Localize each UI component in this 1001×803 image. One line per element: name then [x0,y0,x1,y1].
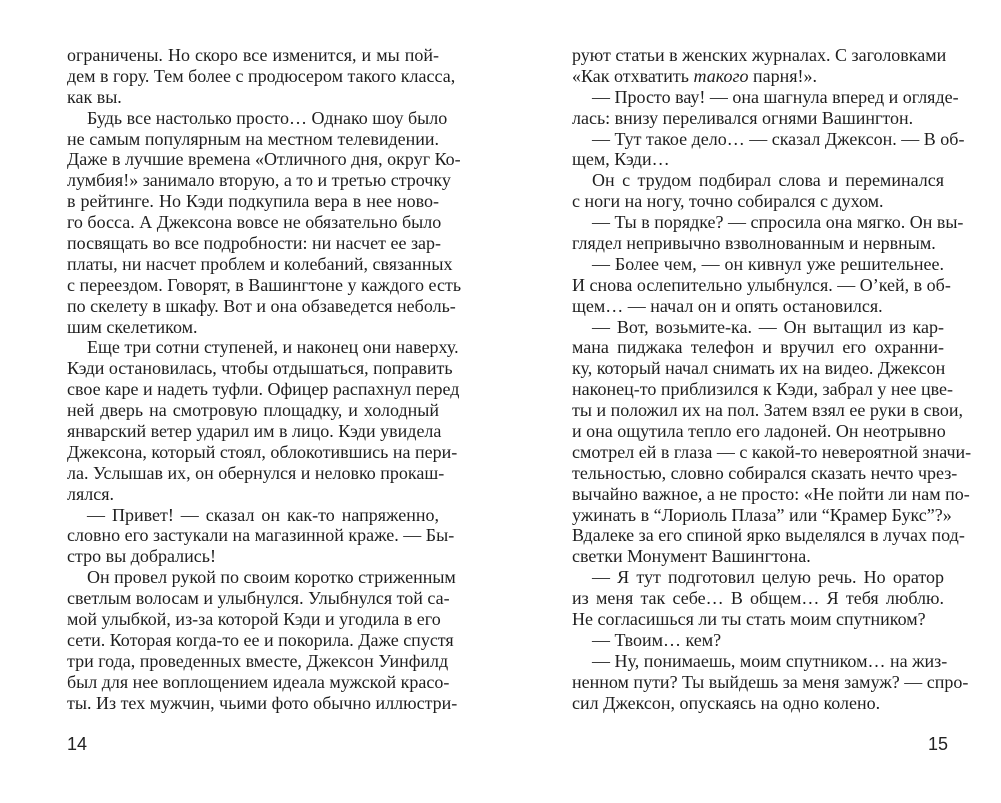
text-line: дем в гору. Тем более с продюсером такого класса, [67,65,456,86]
left-page-text [67,45,462,714]
text-line: го босса. А Джексона вовсе не обязательно было [67,212,442,233]
text-line: руют статьи в женских журналах. С заголовками [572,45,947,65]
page-number-right: 15 [928,734,949,754]
text-line: в рейтинге. Но Кэди подкупила вера в нее ново- [67,191,439,212]
text-line: платы, ни насчет проблем и колебаний, связанных [67,253,453,274]
paragraph [67,45,456,108]
text-line: вычайно важное, а не просто: «Не пойти ли нам по- [572,483,970,504]
text-line: И снова ослепительно улыбнулся. — О’кей, в об- [572,274,951,295]
text-line: смотрел ей в глаза — с какой-то невероятной значи- [572,441,972,462]
paragraph [572,253,951,317]
text-line: как вы. [67,86,122,107]
text-line: ограничены. Но скоро все изменится, и мы пой- [67,45,439,65]
text-line: — Ты в порядке? — спросила она мягко. Он вы- [592,212,964,233]
text-line: с переездом. Говорят, в Вашингтоне у каждого есть [67,274,462,295]
text-line: посвящать во все подробности: ни насчет ее зар- [67,233,442,254]
text-line: щем… — начал он и опять остановился. [572,295,883,316]
text-line: глядел непривычно взволнованным и нервным. [572,233,936,254]
text-line: наконец-то приблизился к Кэди, забрал у нее цве- [572,379,954,400]
text-line: не самым популярным на местном телевидении. [67,128,439,149]
paragraph [572,170,944,212]
text-line: — Ну, понимаешь, моим спутником… на жиз- [592,650,948,671]
text-line: лумбия!» занимало вторую, а то и третью строчку [67,170,451,191]
text-line: с ноги на ногу, точно собирался с духом. [572,191,884,212]
text-line: Он с трудом подбирал слова и переминался [592,170,944,191]
paragraph [572,128,965,171]
text-line: три года, проведенных вместе, Джексон Уинфилд [67,650,449,671]
text-line: словно его застукали на магазинной краже. — Бы- [67,525,455,546]
text-line: лась: внизу переливался огнями Вашингтон. [572,107,914,128]
text-line: шим скелетиком. [67,316,198,337]
right-page-text [572,45,972,714]
paragraph [572,86,959,129]
text-line: — Я тут подготовил целую речь. Но оратор [592,567,944,588]
text-line: по скелету в шкафу. Вот и она обзаведется неболь- [67,295,456,316]
text-line: из меня так себе… В общем… Я тебя люблю. [572,588,944,609]
paragraph [67,504,455,568]
text-line: Он провел рукой по своим коротко стриженным [87,567,456,588]
text-line: Еще три сотни ступеней, и наконец они наверху. [87,337,459,358]
text-line [572,66,944,87]
paragraph [67,107,462,338]
text-line: январский ветер ударил им в лицо. Кэди увидела [67,421,442,442]
text-line: и она ощутила тепло его ладоней. Он неотрывно [572,421,946,442]
text-line: ты и положил их на пол. Затем взял ее руки в свои, [572,400,963,421]
paragraph [572,316,972,568]
text-line: — Вот, возьмите-ка. — Он вытащил из кар- [592,316,944,337]
text-line: мой улыбкой, из-за которой Кэди и угодила в его [67,609,441,630]
text-line: — Просто вау! — она шагнула вперед и огляде- [592,86,959,107]
text-line: лялся. [67,483,115,504]
text-line: Не согласишься ли ты стать моим спутником? [572,609,926,630]
text-segment: «Как отхватить [572,65,694,86]
paragraph [572,630,944,651]
text-line: Будь все настолько просто… Однако шоу было [87,107,448,128]
text-line: стро вы добрались! [67,546,216,567]
text-line: ненном пути? Ты выйдешь за меня замуж? — спро- [572,671,969,692]
paragraph [572,650,969,714]
text-line: Кэди остановилась, чтобы отдышаться, поправить [67,358,453,379]
text-line: — Тут такое дело… — сказал Джексон. — В об- [592,128,965,149]
text-line: тельностью, словно собирался сказать нечто чрез- [572,462,958,483]
text-line: — Более чем, — он кивнул уже решительнее. [592,253,944,274]
paragraph [67,567,458,713]
text-line: был для нее воплощением идеала мужской красо- [67,671,450,692]
paragraph [67,337,460,504]
text-segment: парня!». [748,65,818,86]
text-line: светки Монумент Вашингтона. [572,546,811,567]
text-line: мана пиджака телефон и вручил его охранни- [572,337,944,358]
text-line: Даже в лучшие времена «Отличного дня, округ Ко- [67,149,461,170]
text-line: — Твоим… кем? [592,629,722,650]
paragraph [572,45,947,87]
italic-text: такого [693,65,749,86]
text-line: свое каре и надеть туфли. Офицер распахнул перед [67,379,460,400]
text-line: Вдалеке за его спиной ярко выделялся в лучах под- [572,525,965,546]
text-line: светлым волосам и улыбнулся. Улыбнулся той са- [67,588,450,609]
text-line: ней дверь на смотровую площадку, и холодный [67,400,439,421]
text-line: ла. Услышав их, он обернулся и неловко прокаш- [67,462,445,483]
page-number-left: 14 [67,734,88,754]
paragraph [572,567,944,630]
text-line: — Привет! — сказал он как-то напряженно, [87,504,439,525]
text-line: сил Джексон, опускаясь на одно колено. [572,692,881,713]
text-line: сети. Которая когда-то ее и покорила. Даже спустя [67,629,454,650]
text-line: ужинать в “Лориоль Плаза” или “Крамер Букс”?» [572,504,952,525]
text-line: Джексона, который стоял, облокотившись на пери- [67,441,458,462]
text-line: ку, который начал снимать их на видео. Джексон [572,358,946,379]
text-line: щем, Кэди… [572,149,670,170]
text-line: ты. Из тех мужчин, чьими фото обычно иллюстри- [67,692,458,713]
paragraph [572,212,964,254]
